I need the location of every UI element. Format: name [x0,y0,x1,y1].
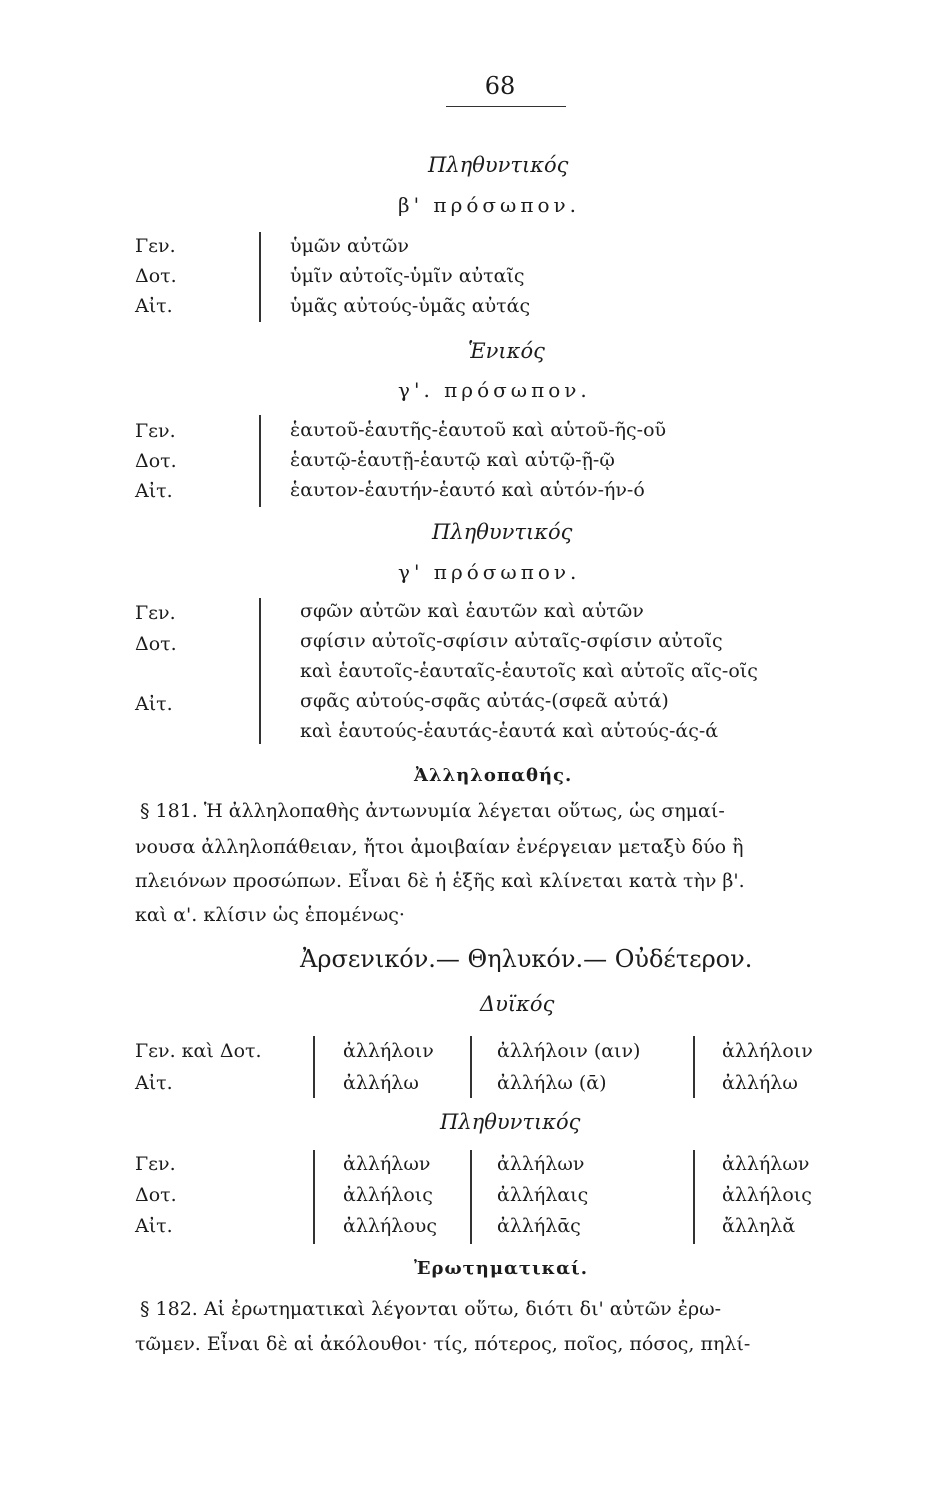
pronoun-form: ἑαυτοῦ-ἑαυτῆς-ἑαυτοῦ καὶ αὑτοῦ-ῆς-οῦ [290,419,667,441]
case-label: Αἰτ. [135,295,173,317]
fem-form: ἀλλήλᾱς [497,1215,581,1237]
plural-heading: Πληθυντικός [440,1110,581,1134]
section2-heading: Ἑνικός [468,339,545,363]
fem-form: ἀλλήλω (ᾱ) [497,1072,607,1094]
section2-person: γ'. πρόσωπον. [398,378,591,402]
case-label: Δοτ. [135,450,177,472]
paragraph-line: καὶ α'. κλίσιν ὡς ἑπομένως· [135,904,405,926]
section1-person: β' πρόσωπον. [398,193,581,217]
pronoun-form: σφᾶς αὐτούς-σφᾶς αὐτάς-(σφεᾶ αὐτά) [300,690,669,712]
paragraph-line: πλειόνων προσώπων. Εἶναι δὲ ἡ ἑξῆς καὶ κλίνεται κατὰ τὴν β'. [135,870,745,892]
column-divider [470,1150,472,1244]
case-label: Δοτ. [135,633,177,655]
masc-form: ἀλλήλοιν [343,1040,434,1062]
case-label: Αἰτ. [135,1072,173,1094]
pronoun-form: ὑμῖν αὐτοῖς-ὑμῖν αὐταῖς [290,265,525,287]
pronoun-form: σφίσιν αὐτοῖς-σφίσιν αὐταῖς-σφίσιν αὐτοῖς [300,630,723,652]
case-label: Αἰτ. [135,1215,173,1237]
masc-form: ἀλλήλοις [343,1184,433,1206]
case-label: Γεν. [135,1153,176,1175]
column-divider [259,415,261,507]
paragraph-line: § 181. Ἡ ἀλληλοπαθὴς ἀντωνυμία λέγεται οὕτως, ὡς σημαί- [140,800,725,822]
neut-form: ἀλλήλοιν [722,1040,813,1062]
masc-form: ἀλλήλους [343,1215,437,1237]
fem-form: ἀλλήλοιν (αιν) [497,1040,641,1062]
column-divider [259,598,261,744]
case-label: Γεν. [135,235,176,257]
case-label: Γεν. [135,602,176,624]
pronoun-form: ὑμᾶς αὐτούς-ὑμᾶς αὐτάς [290,295,531,317]
neut-form: ἀλλήλων [722,1153,810,1175]
paragraph-line: § 182. Αἱ ἐρωτηματικαὶ λέγονται οὕτω, διότι δι' αὐτῶν ἐρω- [140,1298,722,1320]
paragraph-line: νουσα ἀλληλοπάθειαν, ἤτοι ἀμοιβαίαν ἐνέργειαν μεταξὺ δύο ἢ [135,836,744,858]
case-label: Γεν. [135,420,176,442]
case-label: Δοτ. [135,265,177,287]
paragraph-line: τῶμεν. Εἶναι δὲ αἱ ἀκόλουθοι· τίς, πότερος, ποῖος, πόσος, πηλί- [135,1333,751,1355]
case-label: Αἰτ. [135,693,173,715]
column-divider [693,1150,695,1244]
column-divider [470,1036,472,1098]
neut-form: ἀλλήλω [722,1072,798,1094]
pronoun-form: καὶ ἑαυτούς-ἑαυτάς-ἑαυτά καὶ αὑτούς-άς-ά [300,720,719,742]
masc-form: ἀλλήλω [343,1072,419,1094]
case-label: Δοτ. [135,1184,177,1206]
section3-person: γ' πρόσωπον. [398,560,581,584]
case-label: Αἰτ. [135,480,173,502]
column-divider [259,232,261,322]
pronoun-form: καὶ ἑαυτοῖς-ἑαυταῖς-ἑαυτοῖς καὶ αὑτοῖς αῖς-οῖς [300,660,758,682]
column-divider [313,1150,315,1244]
page-number: 68 [484,72,516,100]
fem-form: ἀλλήλαις [497,1184,589,1206]
pronoun-form: ὑμῶν αὐτῶν [290,235,409,257]
case-label: Γεν. καὶ Δοτ. [135,1040,262,1062]
section1-heading: Πληθυντικός [428,153,569,177]
pronoun-form: σφῶν αὐτῶν καὶ ἑαυτῶν καὶ αὑτῶν [300,600,644,622]
genders-line: Ἀρσενικόν.— Θηλυκόν.— Οὐδέτερον. [300,945,753,973]
masc-form: ἀλλήλων [343,1153,431,1175]
header-rule [446,106,566,107]
neut-form: ἄλληλᾰ [722,1215,796,1237]
section3-heading: Πληθυντικός [432,520,573,544]
column-divider [693,1036,695,1098]
pronoun-form: ἑαυτῷ-ἑαυτῇ-ἑαυτῷ καὶ αὑτῷ-ῇ-ῷ [290,449,615,471]
section-title: Ἀλληλοπαθής. [414,765,573,786]
neut-form: ἀλλήλοις [722,1184,812,1206]
section-title: Ἐρωτηματικαί. [414,1258,588,1279]
pronoun-form: ἑαυτον-ἑαυτήν-ἑαυτό καὶ αὑτόν-ήν-ό [290,479,645,501]
fem-form: ἀλλήλων [497,1153,585,1175]
column-divider [313,1036,315,1098]
dual-heading: Δυϊκός [480,992,555,1016]
